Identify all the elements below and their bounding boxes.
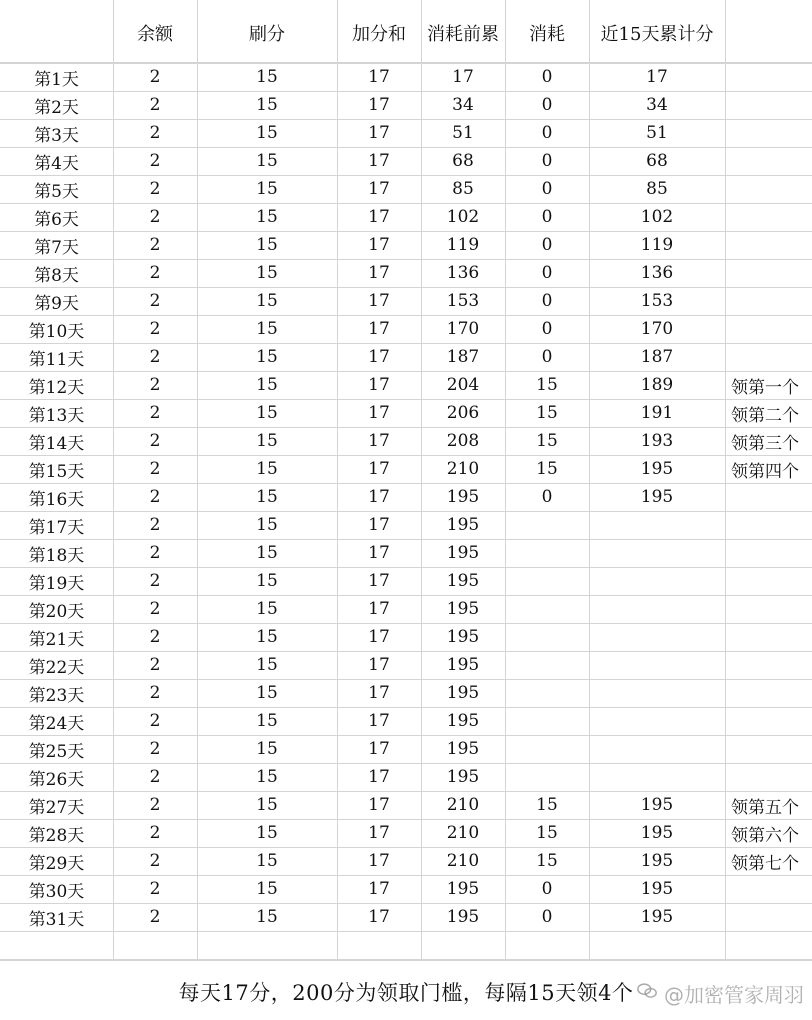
table-cell-brush-points[interactable]: 15 — [256, 291, 278, 311]
table-cell-consume[interactable]: 0 — [541, 487, 553, 507]
table-cell-pre-consume-total[interactable]: 51 — [452, 123, 474, 143]
table-cell-note[interactable] — [725, 707, 812, 735]
table-cell-day[interactable]: 第28天 — [28, 825, 85, 846]
caption: 每天17分，200分为领取门槛，每隔15天领4个 — [178, 981, 634, 1005]
table-cell-points-sum[interactable]: 17 — [368, 95, 390, 115]
table-cell-recent15-total[interactable]: 17 — [646, 67, 668, 87]
table-cell-points-sum[interactable]: 17 — [368, 235, 390, 255]
table-cell-consume[interactable]: 15 — [536, 375, 558, 395]
table-cell-balance[interactable]: 2 — [149, 823, 161, 843]
table-cell-brush-points[interactable]: 15 — [256, 487, 278, 507]
table-cell-pre-consume-total[interactable]: 210 — [446, 459, 480, 479]
table-cell-recent15-total[interactable]: 191 — [640, 403, 674, 423]
table-cell-recent15-total[interactable]: 195 — [640, 879, 674, 899]
table-cell-consume[interactable] — [505, 651, 589, 679]
table-cell-balance[interactable]: 2 — [149, 319, 161, 339]
table-cell-consume[interactable]: 0 — [541, 879, 553, 899]
table-cell-recent15-total[interactable]: 119 — [640, 235, 674, 255]
table-cell-balance[interactable]: 2 — [149, 459, 161, 479]
table-cell-points-sum[interactable]: 17 — [368, 711, 390, 731]
table-cell-recent15-total[interactable]: 170 — [640, 319, 674, 339]
table-cell-day[interactable]: 第13天 — [28, 405, 85, 426]
table-cell-pre-consume-total[interactable]: 170 — [446, 319, 480, 339]
table-cell-balance[interactable]: 2 — [149, 263, 161, 283]
watermark — [636, 978, 804, 1008]
table-cell-recent15-total[interactable]: 195 — [640, 907, 674, 927]
table-cell-consume[interactable]: 15 — [536, 851, 558, 871]
table-cell-note[interactable] — [725, 203, 812, 231]
table-cell-day[interactable]: 第2天 — [34, 97, 79, 118]
table-cell-points-sum[interactable]: 17 — [368, 207, 390, 227]
header-cell-recent15-total[interactable]: 近15天累计分 — [600, 24, 714, 45]
table-cell-note[interactable]: 领第三个 — [731, 433, 799, 454]
table-cell-balance[interactable]: 2 — [149, 95, 161, 115]
table-cell-consume[interactable]: 0 — [541, 319, 553, 339]
table-cell-day[interactable]: 第11天 — [28, 349, 85, 370]
table-cell-pre-consume-total[interactable]: 195 — [446, 767, 480, 787]
table-cell-note[interactable] — [725, 287, 812, 315]
table-cell-consume[interactable]: 15 — [536, 459, 558, 479]
table-cell-points-sum[interactable]: 17 — [368, 879, 390, 899]
table-cell-consume[interactable] — [505, 539, 589, 567]
table-cell-points-sum[interactable]: 17 — [368, 487, 390, 507]
table-cell-points-sum[interactable]: 17 — [368, 851, 390, 871]
table-cell-pre-consume-total[interactable]: 102 — [446, 207, 480, 227]
table-cell-recent15-total[interactable]: 195 — [640, 851, 674, 871]
table-cell-recent15-total[interactable] — [589, 511, 725, 539]
table-cell-consume[interactable]: 15 — [536, 795, 558, 815]
table-cell-note[interactable] — [725, 595, 812, 623]
table-cell-pre-consume-total[interactable]: 195 — [446, 907, 480, 927]
table-cell-day[interactable]: 第27天 — [28, 797, 85, 818]
table-cell-brush-points[interactable]: 15 — [256, 711, 278, 731]
table-cell-pre-consume-total[interactable]: 195 — [446, 543, 480, 563]
header-cell-day[interactable] — [0, 4, 113, 62]
table-cell-consume[interactable] — [505, 595, 589, 623]
table-cell-recent15-total[interactable] — [589, 707, 725, 735]
table-cell-day[interactable]: 第1天 — [34, 69, 79, 90]
header-cell-pre-consume-total[interactable]: 消耗前累 — [427, 24, 499, 45]
table-cell-points-sum[interactable]: 17 — [368, 683, 390, 703]
table-cell-brush-points[interactable]: 15 — [256, 851, 278, 871]
table-cell-points-sum[interactable]: 17 — [368, 319, 390, 339]
table-cell-pre-consume-total[interactable]: 195 — [446, 879, 480, 899]
table-cell-balance[interactable]: 2 — [149, 907, 161, 927]
table-cell-pre-consume-total[interactable]: 195 — [446, 571, 480, 591]
table-cell-recent15-total[interactable] — [589, 595, 725, 623]
table-cell-consume[interactable]: 0 — [541, 263, 553, 283]
table-cell-note[interactable]: 领第二个 — [731, 405, 799, 426]
table-cell-brush-points[interactable]: 15 — [256, 515, 278, 535]
table-cell-brush-points[interactable]: 15 — [256, 319, 278, 339]
table-cell-brush-points[interactable]: 15 — [256, 431, 278, 451]
table-cell-brush-points[interactable]: 15 — [256, 179, 278, 199]
table-cell-balance[interactable]: 2 — [149, 795, 161, 815]
table-cell-note[interactable] — [725, 231, 812, 259]
table-cell-day[interactable]: 第4天 — [34, 153, 79, 174]
table-cell-consume[interactable]: 15 — [536, 431, 558, 451]
table-cell-note[interactable] — [725, 483, 812, 511]
table-cell-points-sum[interactable]: 17 — [368, 67, 390, 87]
table-cell-pre-consume-total[interactable]: 210 — [446, 851, 480, 871]
table-cell-recent15-total[interactable] — [589, 679, 725, 707]
table-cell-day[interactable]: 第9天 — [34, 293, 79, 314]
table-cell-balance[interactable]: 2 — [149, 235, 161, 255]
table-cell-day[interactable]: 第23天 — [28, 685, 85, 706]
table-cell-day[interactable]: 第6天 — [34, 209, 79, 230]
table-cell-consume[interactable] — [505, 679, 589, 707]
table-cell-day[interactable]: 第31天 — [28, 909, 85, 930]
table-cell-consume[interactable]: 0 — [541, 347, 553, 367]
table-cell-note[interactable] — [725, 343, 812, 371]
table-cell-note[interactable] — [725, 63, 812, 91]
table-cell-recent15-total[interactable]: 187 — [640, 347, 674, 367]
table-cell-pre-consume-total[interactable]: 119 — [446, 235, 480, 255]
table-cell-note[interactable]: 领第五个 — [731, 797, 799, 818]
table-cell-balance[interactable]: 2 — [149, 347, 161, 367]
table-cell-points-sum[interactable]: 17 — [368, 739, 390, 759]
table-cell-balance[interactable]: 2 — [149, 179, 161, 199]
table-cell-day[interactable]: 第18天 — [28, 545, 85, 566]
table-cell-balance[interactable]: 2 — [149, 879, 161, 899]
table-cell-recent15-total[interactable]: 193 — [640, 431, 674, 451]
table-cell-recent15-total[interactable]: 68 — [646, 151, 668, 171]
table-cell-points-sum[interactable]: 17 — [368, 599, 390, 619]
table-cell-recent15-total[interactable] — [589, 735, 725, 763]
table-cell-points-sum[interactable]: 17 — [368, 795, 390, 815]
table-cell-brush-points[interactable]: 15 — [256, 347, 278, 367]
table-cell-points-sum[interactable]: 17 — [368, 123, 390, 143]
watermark-text: @加密管家周羽 — [664, 982, 804, 1007]
table-cell-brush-points[interactable]: 15 — [256, 235, 278, 255]
table-cell-recent15-total[interactable] — [589, 567, 725, 595]
table-cell-consume[interactable]: 0 — [541, 207, 553, 227]
table-cell-brush-points[interactable]: 15 — [256, 151, 278, 171]
table-cell-balance[interactable]: 2 — [149, 151, 161, 171]
table-cell-balance[interactable]: 2 — [149, 431, 161, 451]
table-cell-brush-points[interactable]: 15 — [256, 655, 278, 675]
table-cell-pre-consume-total[interactable]: 153 — [446, 291, 480, 311]
table-cell-brush-points[interactable]: 15 — [256, 823, 278, 843]
table-cell-note[interactable] — [725, 763, 812, 791]
table-cell-note[interactable] — [725, 567, 812, 595]
table-cell-note[interactable]: 领第四个 — [731, 461, 799, 482]
table-cell-note[interactable] — [725, 511, 812, 539]
table-cell-balance[interactable]: 2 — [149, 571, 161, 591]
wechat-logo-icon — [636, 980, 658, 1007]
table-cell-pre-consume-total[interactable]: 195 — [446, 515, 480, 535]
table-cell-note[interactable] — [725, 259, 812, 287]
table-cell-brush-points[interactable]: 15 — [256, 767, 278, 787]
table-cell-points-sum[interactable]: 17 — [368, 431, 390, 451]
table-cell-note[interactable] — [725, 679, 812, 707]
table-cell-pre-consume-total[interactable]: 195 — [446, 739, 480, 759]
table-cell-pre-consume-total[interactable]: 85 — [452, 179, 474, 199]
table-cell-recent15-total[interactable] — [589, 763, 725, 791]
grid-row-line — [0, 960, 812, 961]
table-cell-note[interactable] — [725, 539, 812, 567]
table-cell-balance[interactable]: 2 — [149, 543, 161, 563]
table-cell-consume[interactable]: 0 — [541, 235, 553, 255]
table-cell-brush-points[interactable]: 15 — [256, 571, 278, 591]
table-cell-note[interactable] — [725, 91, 812, 119]
table-cell-balance[interactable]: 2 — [149, 599, 161, 619]
table-cell-pre-consume-total[interactable]: 195 — [446, 627, 480, 647]
grid-row-line — [0, 931, 812, 932]
table-cell-pre-consume-total[interactable]: 206 — [446, 403, 480, 423]
table-cell-pre-consume-total[interactable]: 208 — [446, 431, 480, 451]
table-cell-day[interactable]: 第3天 — [34, 125, 79, 146]
table-cell-day[interactable]: 第21天 — [28, 629, 85, 650]
table-cell-consume[interactable]: 0 — [541, 95, 553, 115]
table-cell-brush-points[interactable]: 15 — [256, 739, 278, 759]
header-cell-brush-points[interactable]: 刷分 — [249, 24, 285, 45]
table-cell-note[interactable] — [725, 875, 812, 903]
table-cell-brush-points[interactable]: 15 — [256, 375, 278, 395]
table-cell-points-sum[interactable]: 17 — [368, 403, 390, 423]
header-cell-points-sum[interactable]: 加分和 — [352, 24, 406, 45]
table-cell-recent15-total[interactable]: 85 — [646, 179, 668, 199]
table-cell-consume[interactable]: 0 — [541, 291, 553, 311]
table-cell-day[interactable]: 第7天 — [34, 237, 79, 258]
table-cell-pre-consume-total[interactable]: 195 — [446, 711, 480, 731]
table-cell-brush-points[interactable]: 15 — [256, 459, 278, 479]
table-cell-balance[interactable]: 2 — [149, 683, 161, 703]
table-cell-note[interactable]: 领第七个 — [731, 853, 799, 874]
table-cell-points-sum[interactable]: 17 — [368, 151, 390, 171]
table-cell-recent15-total[interactable]: 51 — [646, 123, 668, 143]
table-cell-balance[interactable]: 2 — [149, 739, 161, 759]
table-cell-pre-consume-total[interactable]: 34 — [452, 95, 474, 115]
table-cell-consume[interactable]: 0 — [541, 123, 553, 143]
table-cell-consume[interactable] — [505, 763, 589, 791]
table-cell-recent15-total[interactable] — [589, 539, 725, 567]
table-cell-balance[interactable]: 2 — [149, 291, 161, 311]
table-cell-consume[interactable] — [505, 567, 589, 595]
table-cell-brush-points[interactable]: 15 — [256, 879, 278, 899]
table-cell-recent15-total[interactable]: 189 — [640, 375, 674, 395]
table-cell-balance[interactable]: 2 — [149, 207, 161, 227]
table-cell-note[interactable] — [725, 735, 812, 763]
table-cell-brush-points[interactable]: 15 — [256, 403, 278, 423]
table-cell-note[interactable] — [725, 119, 812, 147]
table-cell-pre-consume-total[interactable]: 187 — [446, 347, 480, 367]
table-cell-day[interactable]: 第25天 — [28, 741, 85, 762]
table-cell-recent15-total[interactable]: 34 — [646, 95, 668, 115]
table-cell-balance[interactable]: 2 — [149, 123, 161, 143]
table-cell-recent15-total[interactable]: 195 — [640, 823, 674, 843]
table-cell-brush-points[interactable]: 15 — [256, 123, 278, 143]
table-cell-balance[interactable]: 2 — [149, 67, 161, 87]
table-cell-day[interactable]: 第10天 — [28, 321, 85, 342]
table-cell-brush-points[interactable]: 15 — [256, 627, 278, 647]
table-cell-points-sum[interactable]: 17 — [368, 375, 390, 395]
table-cell-recent15-total[interactable]: 195 — [640, 459, 674, 479]
table-cell-pre-consume-total[interactable]: 17 — [452, 67, 474, 87]
table-cell-brush-points[interactable]: 15 — [256, 683, 278, 703]
table-cell-recent15-total[interactable]: 153 — [640, 291, 674, 311]
table-cell-balance[interactable]: 2 — [149, 375, 161, 395]
table-cell-points-sum[interactable]: 17 — [368, 459, 390, 479]
table-cell-balance[interactable]: 2 — [149, 487, 161, 507]
table-cell-day[interactable]: 第29天 — [28, 853, 85, 874]
table-cell-day[interactable]: 第16天 — [28, 489, 85, 510]
table-cell-points-sum[interactable]: 17 — [368, 823, 390, 843]
table-cell-pre-consume-total[interactable]: 210 — [446, 823, 480, 843]
table-cell-brush-points[interactable]: 15 — [256, 907, 278, 927]
table-cell-note[interactable] — [725, 315, 812, 343]
table-cell-recent15-total[interactable]: 136 — [640, 263, 674, 283]
table-cell-points-sum[interactable]: 17 — [368, 291, 390, 311]
table-cell-note[interactable] — [725, 175, 812, 203]
table-cell-balance[interactable]: 2 — [149, 627, 161, 647]
table-cell-day[interactable]: 第15天 — [28, 461, 85, 482]
table-cell-pre-consume-total[interactable]: 68 — [452, 151, 474, 171]
table-cell-balance[interactable]: 2 — [149, 655, 161, 675]
table-cell-balance[interactable]: 2 — [149, 767, 161, 787]
table-cell-balance[interactable]: 2 — [149, 403, 161, 423]
table-cell-pre-consume-total[interactable]: 195 — [446, 487, 480, 507]
header-cell-consume[interactable]: 消耗 — [529, 24, 565, 45]
table-cell-consume[interactable]: 0 — [541, 179, 553, 199]
header-cell-note[interactable] — [725, 4, 812, 62]
table-cell-pre-consume-total[interactable]: 204 — [446, 375, 480, 395]
table-cell-consume[interactable]: 0 — [541, 67, 553, 87]
table-cell-note[interactable] — [725, 147, 812, 175]
table-cell-recent15-total[interactable] — [589, 623, 725, 651]
table-cell-points-sum[interactable]: 17 — [368, 179, 390, 199]
table-cell-points-sum[interactable]: 17 — [368, 571, 390, 591]
table-cell-consume[interactable] — [505, 511, 589, 539]
table-cell-recent15-total[interactable]: 102 — [640, 207, 674, 227]
table-cell-points-sum[interactable]: 17 — [368, 655, 390, 675]
table-cell-recent15-total[interactable] — [589, 651, 725, 679]
table-cell-consume[interactable] — [505, 707, 589, 735]
table-cell-brush-points[interactable]: 15 — [256, 67, 278, 87]
table-cell-consume[interactable]: 15 — [536, 403, 558, 423]
table-cell-brush-points[interactable]: 15 — [256, 543, 278, 563]
table-cell-consume[interactable]: 15 — [536, 823, 558, 843]
table-cell-brush-points[interactable]: 15 — [256, 599, 278, 619]
table-cell-day[interactable]: 第8天 — [34, 265, 79, 286]
table-cell-pre-consume-total[interactable]: 195 — [446, 655, 480, 675]
table-cell-pre-consume-total[interactable]: 210 — [446, 795, 480, 815]
table-cell-consume[interactable]: 0 — [541, 151, 553, 171]
table-cell-points-sum[interactable]: 17 — [368, 543, 390, 563]
table-cell-brush-points[interactable]: 15 — [256, 263, 278, 283]
table-cell-balance[interactable]: 2 — [149, 515, 161, 535]
table-cell-recent15-total[interactable]: 195 — [640, 795, 674, 815]
table-cell-points-sum[interactable]: 17 — [368, 767, 390, 787]
table-cell-day[interactable]: 第12天 — [28, 377, 85, 398]
table-cell-points-sum[interactable]: 17 — [368, 515, 390, 535]
table-cell-recent15-total[interactable]: 195 — [640, 487, 674, 507]
table-cell-points-sum[interactable]: 17 — [368, 263, 390, 283]
table-cell-points-sum[interactable]: 17 — [368, 347, 390, 367]
table-cell-balance[interactable]: 2 — [149, 711, 161, 731]
table-cell-day[interactable]: 第14天 — [28, 433, 85, 454]
table-cell-day[interactable]: 第24天 — [28, 713, 85, 734]
table-cell-brush-points[interactable]: 15 — [256, 207, 278, 227]
table-cell-day[interactable]: 第5天 — [34, 181, 79, 202]
table-cell-brush-points[interactable]: 15 — [256, 95, 278, 115]
table-cell-day[interactable]: 第17天 — [28, 517, 85, 538]
table-cell-day[interactable]: 第20天 — [28, 601, 85, 622]
table-cell-points-sum[interactable]: 17 — [368, 907, 390, 927]
table-cell-pre-consume-total[interactable]: 136 — [446, 263, 480, 283]
table-cell-brush-points[interactable]: 15 — [256, 795, 278, 815]
table-cell-note[interactable]: 领第一个 — [731, 377, 799, 398]
table-cell-note[interactable] — [725, 651, 812, 679]
table-cell-pre-consume-total[interactable]: 195 — [446, 683, 480, 703]
table-cell-consume[interactable] — [505, 735, 589, 763]
table-cell-day[interactable]: 第19天 — [28, 573, 85, 594]
table-cell-balance[interactable]: 2 — [149, 851, 161, 871]
table-cell-note[interactable] — [725, 903, 812, 931]
table-cell-note[interactable]: 领第六个 — [731, 825, 799, 846]
table-cell-consume[interactable] — [505, 623, 589, 651]
table-cell-consume[interactable]: 0 — [541, 907, 553, 927]
table-cell-note[interactable] — [725, 623, 812, 651]
table-cell-day[interactable]: 第22天 — [28, 657, 85, 678]
header-cell-balance[interactable]: 余额 — [137, 24, 173, 45]
table-cell-day[interactable]: 第26天 — [28, 769, 85, 790]
table-cell-pre-consume-total[interactable]: 195 — [446, 599, 480, 619]
table-cell-day[interactable]: 第30天 — [28, 881, 85, 902]
table-cell-points-sum[interactable]: 17 — [368, 627, 390, 647]
